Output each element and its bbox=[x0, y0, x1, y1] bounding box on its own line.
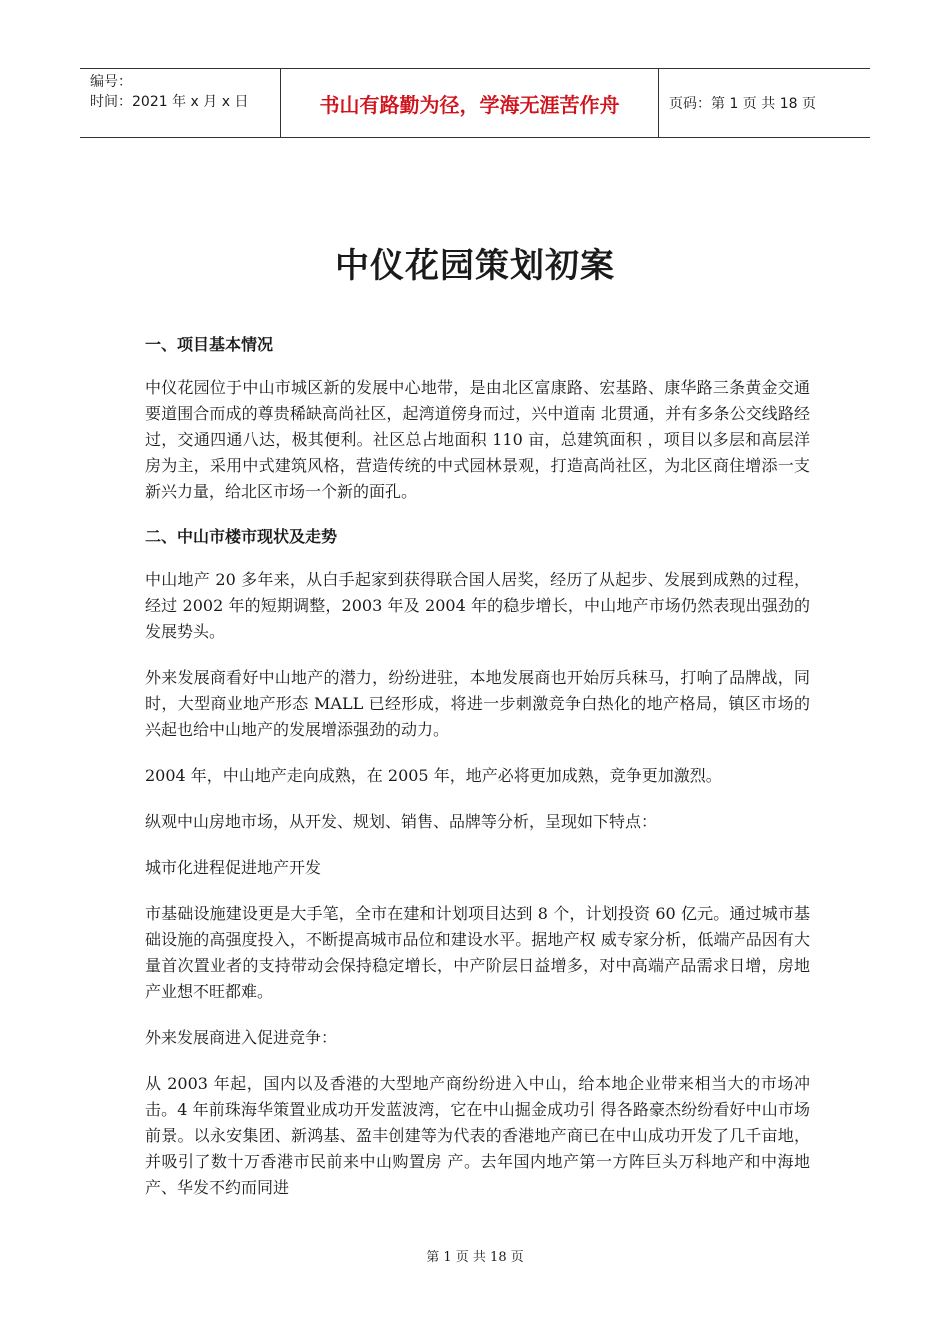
document-time-label: 时间：2021 年 x 月 x 日 bbox=[90, 94, 249, 110]
page-header bbox=[80, 68, 870, 138]
header-motto-cell bbox=[281, 69, 659, 137]
header-page-info: 页码：第 1 页 共 18 页 bbox=[669, 96, 816, 112]
header-meta-cell bbox=[80, 69, 281, 137]
section-heading-market: 二、中山市楼市现状及走势 bbox=[145, 527, 338, 546]
paragraph: 市基础设施建设更是大手笔，全市在建和计划项目达到 8 个，计划投资 60 亿元。通过城市基础设施的高强度投入，不断提高城市品位和建设水平。据地产权 威专家分析，低端产品因有大量首次置业者的支持带动会保持稳定增长，中产阶层日益增多，对中高端产品需求日增，房地产业想不旺都难。 bbox=[145, 904, 810, 1001]
page-footer: 第 1 页 共 18 页 bbox=[426, 1250, 524, 1265]
header-page-cell bbox=[659, 69, 870, 137]
paragraph: 城市化进程促进地产开发 bbox=[145, 858, 322, 877]
paragraph: 纵观中山房地市场，从开发、规划、销售、品牌等分析，呈现如下特点： bbox=[145, 812, 658, 831]
header-motto: 书山有路勤为径，学海无涯苦作舟 bbox=[319, 92, 620, 117]
document-number-label: 编号： bbox=[90, 74, 132, 90]
section-heading-basic-info: 一、项目基本情况 bbox=[145, 335, 274, 354]
document-title: 中仪花园策划初案 bbox=[335, 246, 615, 286]
paragraph: 中仪花园位于中山市城区新的发展中心地带，是由北区富康路、宏基路、康华路三条黄金交通要道围合而成的尊贵稀缺高尚社区，起湾道傍身而过，兴中道南 北贯通，并有多条公交线路经过，交通四通八达，极其便利。社区总占地面积 110 亩，总建筑面积 ，项目以多层和高层洋房为主，采用中式建筑风格，营造传统的中式园林景观，打造高尚社区，为北区商住增添一支新兴力量，给北区市场一个新的面孔。 bbox=[145, 378, 810, 501]
paragraph: 外来发展商看好中山地产的潜力，纷纷进驻，本地发展商也开始厉兵秣马，打响了品牌战，同时，大型商业地产形态 MALL 已经形成，将进一步刺激竞争白热化的地产格局，镇区市场的兴起也给中山地产的发展增添强劲的动力。 bbox=[145, 668, 810, 739]
paragraph: 外来发展商进入促进竞争： bbox=[145, 1028, 338, 1047]
paragraph: 从 2003 年起，国内以及香港的大型地产商纷纷进入中山，给本地企业带来相当大的市场冲击。4 年前珠海华策置业成功开发蓝波湾，它在中山掘金成功引 得各路豪杰纷纷看好中山市场前景。以永安集团、新鸿基、盈丰创建等为代表的香港地产商已在中山成功开发了几千亩地，并吸引了数十万香港市民前来中山购置房 产。去年国内地产第一方阵巨头万科地产和中海地产、华发不约而同进 bbox=[145, 1074, 810, 1197]
paragraph: 中山地产 20 多年来，从白手起家到获得联合国人居奖，经历了从起步、发展到成熟的过程，经过 2002 年的短期调整，2003 年及 2004 年的稳步增长，中山地产市场仍然表现出强劲的发展势头。 bbox=[145, 570, 810, 641]
paragraph: 2004 年，中山地产走向成熟，在 2005 年，地产必将更加成熟，竞争更加激烈。 bbox=[145, 766, 722, 785]
document-body bbox=[145, 333, 810, 1216]
